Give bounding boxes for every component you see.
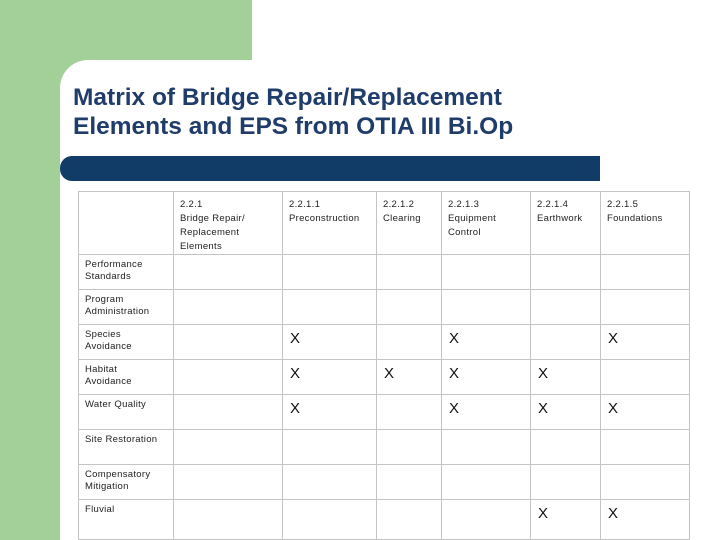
table-row bbox=[79, 430, 690, 465]
table-row bbox=[79, 465, 690, 500]
column-header bbox=[174, 192, 283, 255]
column-header-line: 2.2.1.3 bbox=[448, 199, 480, 210]
matrix-cell bbox=[377, 465, 442, 500]
row-label bbox=[79, 395, 174, 430]
row-label-line: Standards bbox=[85, 271, 132, 282]
column-header-line: 2.2.1.4 bbox=[537, 199, 569, 210]
matrix-cell: X bbox=[283, 395, 377, 430]
column-header-line: 2.2.1.2 bbox=[383, 199, 415, 210]
table-row bbox=[79, 290, 690, 325]
matrix-cell bbox=[601, 430, 690, 465]
matrix-cell bbox=[283, 290, 377, 325]
matrix-cell: X bbox=[442, 325, 531, 360]
row-label bbox=[79, 325, 174, 360]
row-label bbox=[79, 290, 174, 325]
matrix-cell bbox=[531, 430, 601, 465]
matrix-cell: X bbox=[283, 360, 377, 395]
column-header-line: Clearing bbox=[383, 213, 421, 224]
matrix-cell bbox=[601, 255, 690, 290]
column-header-line: 2.2.1.1 bbox=[289, 199, 321, 210]
matrix-cell: X bbox=[377, 360, 442, 395]
row-label-line: Program bbox=[85, 294, 124, 305]
matrix-cell bbox=[442, 465, 531, 500]
table-header-row bbox=[79, 192, 690, 255]
matrix-cell bbox=[174, 465, 283, 500]
row-label-line: Compensatory bbox=[85, 469, 151, 480]
row-label bbox=[79, 465, 174, 500]
table-row bbox=[79, 255, 690, 290]
matrix-cell: X bbox=[531, 360, 601, 395]
table-row bbox=[79, 360, 690, 395]
matrix-cell: X bbox=[601, 500, 690, 540]
column-header-line: Earthwork bbox=[537, 213, 583, 224]
column-header-line: Replacement bbox=[180, 227, 240, 238]
slide-title-line-2: Elements and EPS from OTIA III Bi.Op bbox=[73, 113, 514, 140]
matrix-cell bbox=[442, 500, 531, 540]
matrix-cell bbox=[377, 430, 442, 465]
row-label bbox=[79, 360, 174, 395]
matrix-cell: X bbox=[442, 360, 531, 395]
matrix-cell bbox=[601, 465, 690, 500]
row-label-line: Administration bbox=[85, 306, 150, 317]
table-row bbox=[79, 395, 690, 430]
slide-title bbox=[73, 83, 633, 141]
matrix-cell bbox=[174, 500, 283, 540]
eps-matrix-table bbox=[78, 191, 690, 540]
row-label-line: Fluvial bbox=[85, 504, 115, 515]
matrix-cell bbox=[283, 255, 377, 290]
row-label-line: Avoidance bbox=[85, 341, 132, 352]
column-header-line: 2.2.1.5 bbox=[607, 199, 639, 210]
matrix-cell bbox=[531, 290, 601, 325]
matrix-cell bbox=[601, 360, 690, 395]
matrix-cell bbox=[442, 430, 531, 465]
row-label-line: Species bbox=[85, 329, 121, 340]
table-row bbox=[79, 325, 690, 360]
matrix-cell bbox=[283, 465, 377, 500]
slide-title-line-1: Matrix of Bridge Repair/Replacement bbox=[73, 84, 502, 111]
row-label-line: Site Restoration bbox=[85, 434, 158, 445]
matrix-cell bbox=[531, 325, 601, 360]
row-label bbox=[79, 500, 174, 540]
matrix-cell bbox=[377, 395, 442, 430]
column-header-line: Equipment bbox=[448, 213, 497, 224]
matrix-cell: X bbox=[531, 500, 601, 540]
row-label-line: Mitigation bbox=[85, 481, 129, 492]
column-header bbox=[442, 192, 531, 255]
column-header bbox=[531, 192, 601, 255]
matrix-cell: X bbox=[531, 395, 601, 430]
row-label-line: Water Quality bbox=[85, 399, 147, 410]
matrix-cell bbox=[283, 430, 377, 465]
matrix-cell bbox=[377, 290, 442, 325]
row-label bbox=[79, 430, 174, 465]
column-header-line: Bridge Repair/ bbox=[180, 213, 245, 224]
row-label-line: Habitat bbox=[85, 364, 118, 375]
row-label-line: Performance bbox=[85, 259, 143, 270]
column-header bbox=[283, 192, 377, 255]
matrix-cell bbox=[377, 325, 442, 360]
column-header-line: Foundations bbox=[607, 213, 663, 224]
column-header-line: Elements bbox=[180, 241, 223, 252]
table-row bbox=[79, 500, 690, 540]
column-header bbox=[377, 192, 442, 255]
matrix-cell bbox=[442, 255, 531, 290]
matrix-cell bbox=[601, 290, 690, 325]
matrix-cell bbox=[174, 325, 283, 360]
row-label bbox=[79, 255, 174, 290]
title-underline-bar bbox=[60, 156, 600, 181]
matrix-cell bbox=[174, 395, 283, 430]
matrix-cell: X bbox=[601, 395, 690, 430]
matrix-cell bbox=[174, 360, 283, 395]
matrix-cell bbox=[174, 430, 283, 465]
matrix-cell: X bbox=[442, 395, 531, 430]
matrix-cell: X bbox=[601, 325, 690, 360]
matrix-cell bbox=[531, 465, 601, 500]
matrix-cell bbox=[174, 255, 283, 290]
row-label-line: Avoidance bbox=[85, 376, 132, 387]
matrix-cell bbox=[283, 500, 377, 540]
column-header bbox=[601, 192, 690, 255]
column-header-line: Control bbox=[448, 227, 481, 238]
matrix-cell bbox=[377, 500, 442, 540]
matrix-cell bbox=[442, 290, 531, 325]
matrix-cell bbox=[377, 255, 442, 290]
corner-cell bbox=[79, 192, 174, 255]
column-header-line: Preconstruction bbox=[289, 213, 360, 224]
matrix-cell: X bbox=[283, 325, 377, 360]
column-header-line: 2.2.1 bbox=[180, 199, 203, 210]
matrix-cell bbox=[174, 290, 283, 325]
matrix-cell bbox=[531, 255, 601, 290]
